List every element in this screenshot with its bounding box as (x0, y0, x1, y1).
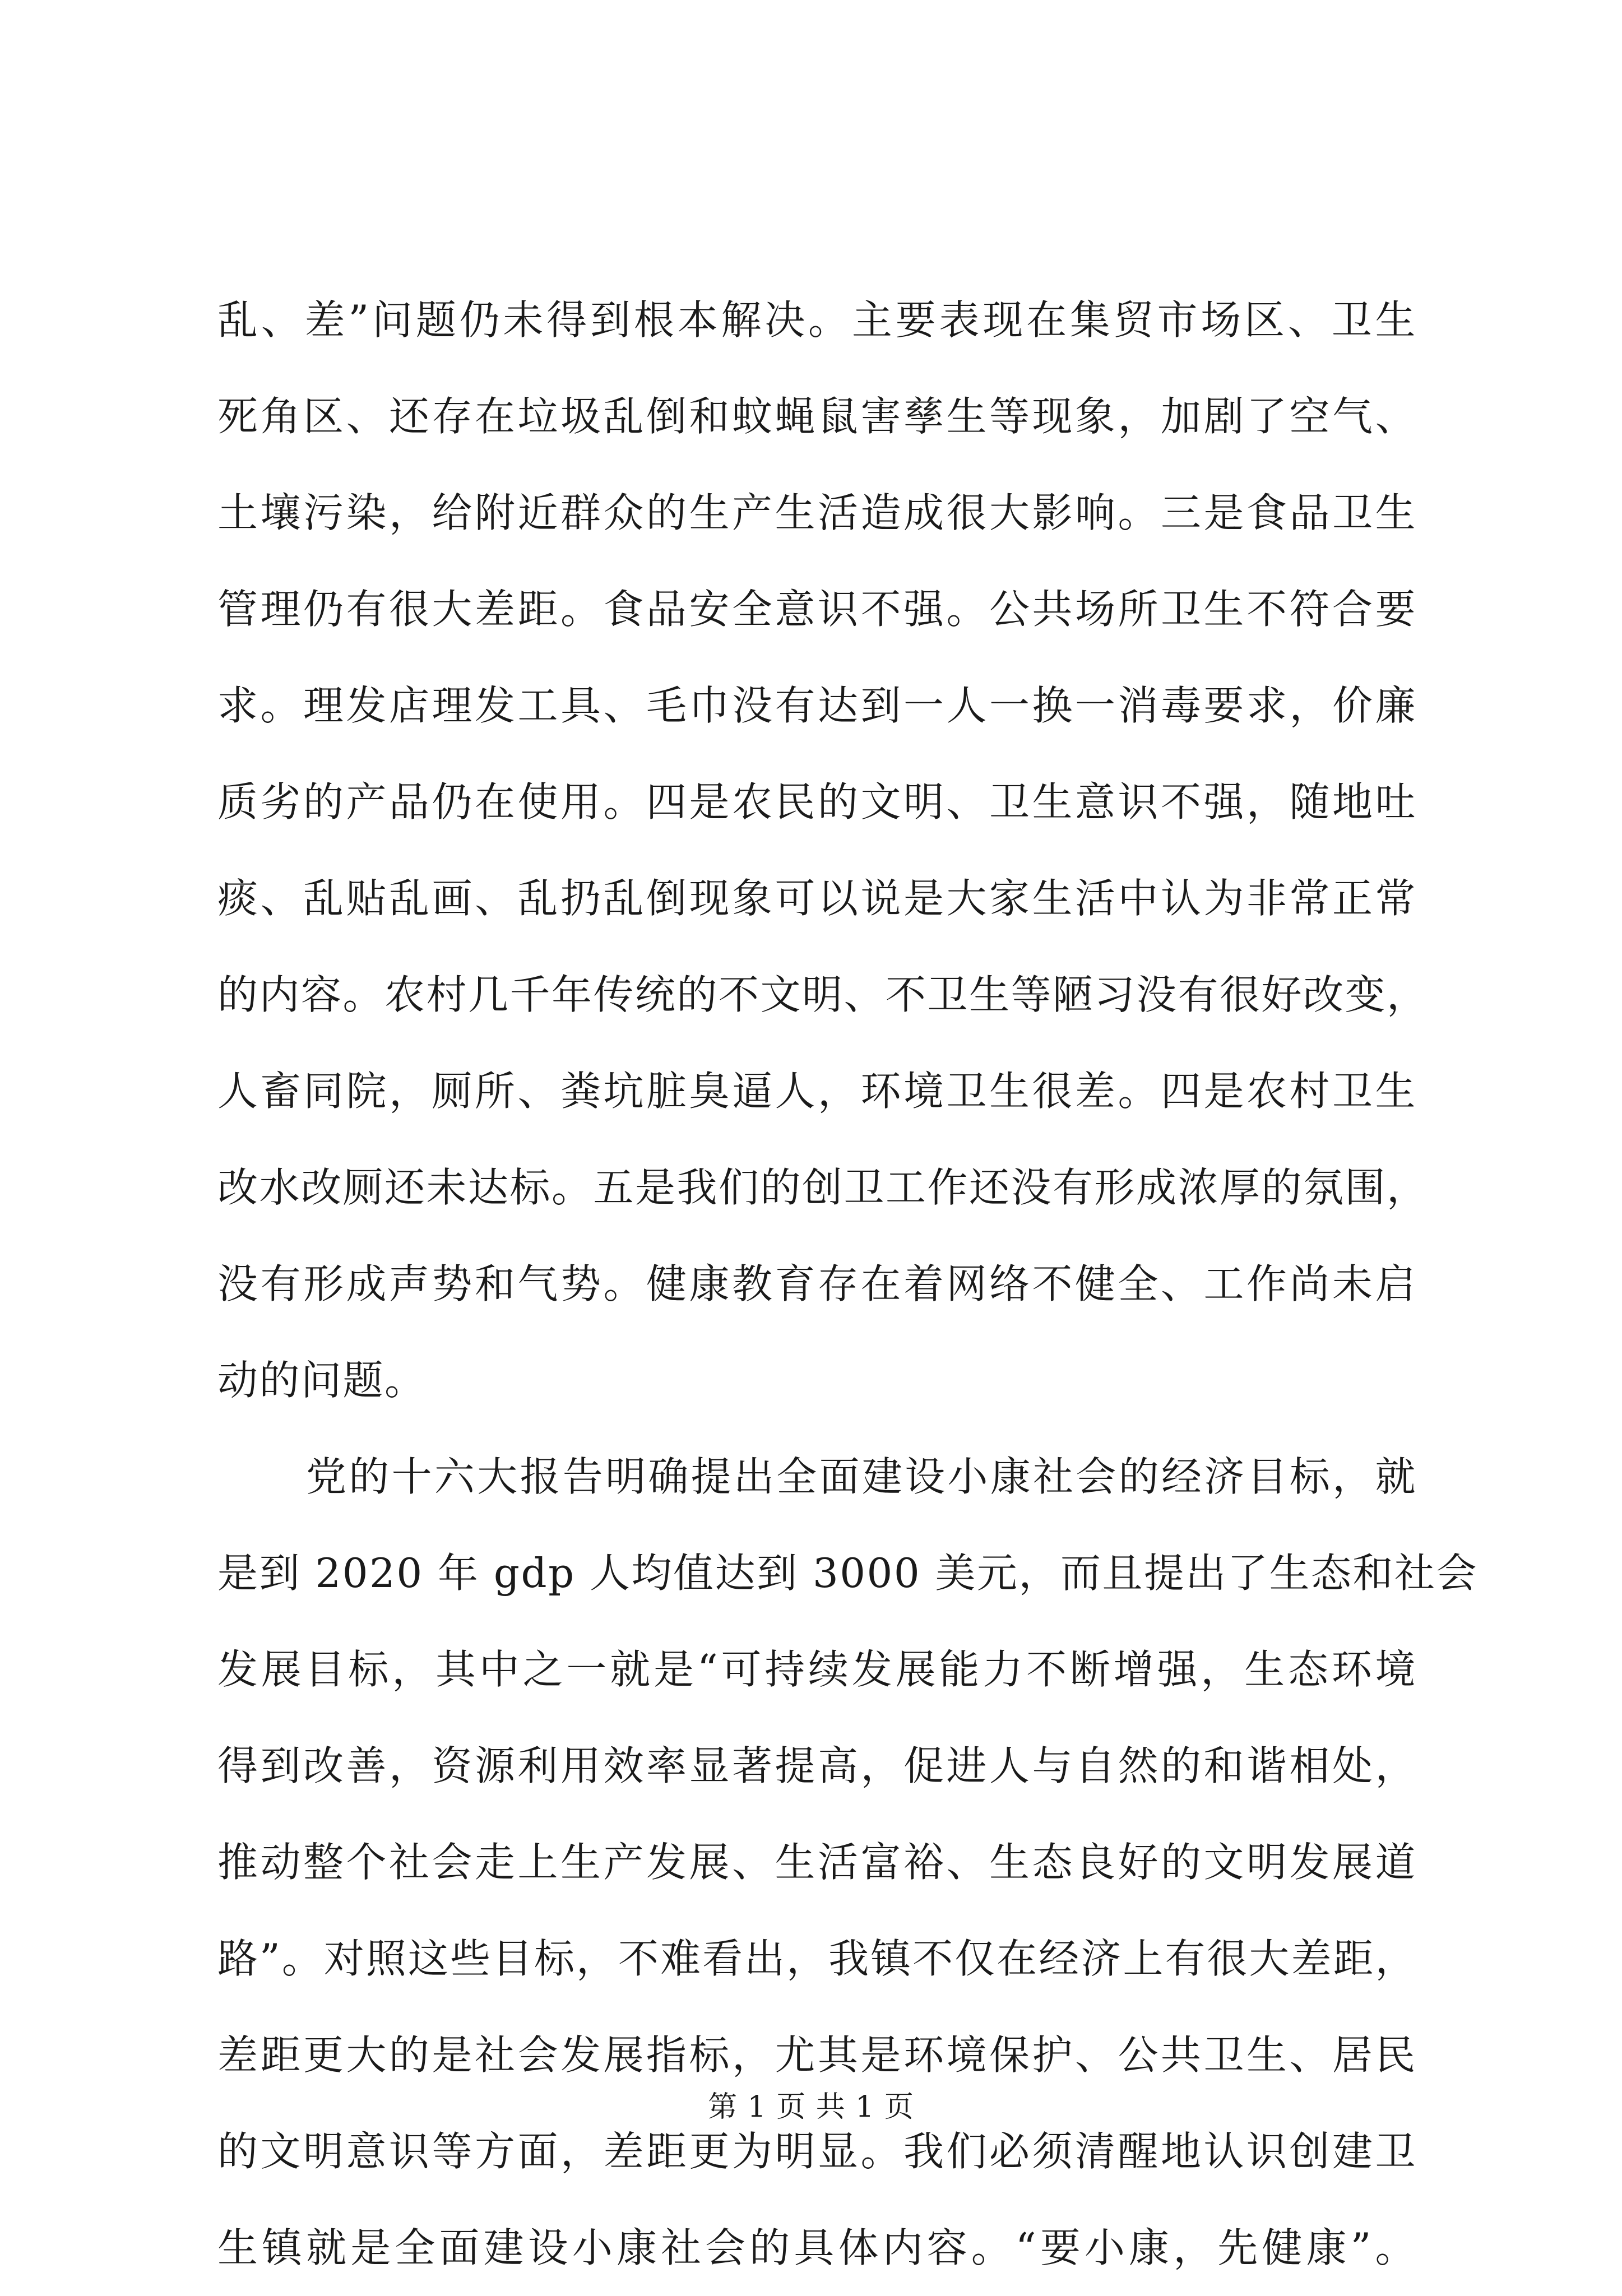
text-line: 人畜同院，厕所、粪坑脏臭逼人，环境卫生很差。四是农村卫生 (217, 1068, 1417, 1115)
text-line: 的文明意识等方面，差距更为明显。我们必须清醒地认识创建卫 (217, 2128, 1417, 2175)
text-line: 是到 2020 年 gdp 人均值达到 3000 美元，而且提出了生态和社会 (217, 1550, 1479, 1597)
text-line: 的内容。农村几千年传统的不文明、不卫生等陋习没有很好改变， (217, 971, 1429, 1018)
document-body (217, 272, 1479, 2296)
text-line-paragraph-end: 动的问题。 (217, 1357, 427, 1404)
text-line-paragraph-start: 党的十六大报告明确提出全面建设小康社会的经济目标，就 (306, 1453, 1417, 1500)
page-number-label: 第 1 页 共 1 页 (708, 2090, 914, 2124)
text-line: 质劣的产品仍在使用。四是农民的文明、卫生意识不强，随地吐 (217, 778, 1417, 825)
text-line: 差距更大的是社会发展指标，尤其是环境保护、公共卫生、居民 (217, 2031, 1417, 2079)
text-line: 改水改厕还未达标。五是我们的创卫工作还没有形成浓厚的氛围， (217, 1164, 1429, 1211)
text-line: 发展目标，其中之一就是“可持续发展能力不断增强，生态环境 (217, 1646, 1417, 1693)
text-line: 路”。对照这些目标，不难看出，我镇不仅在经济上有很大差距， (217, 1935, 1417, 1982)
text-line: 没有形成声势和气势。健康教育存在着网络不健全、工作尚未启 (217, 1260, 1417, 1307)
text-line: 死角区、还存在垃圾乱倒和蚊蝇鼠害孳生等现象，加剧了空气、 (217, 393, 1417, 440)
text-line: 管理仍有很大差距。食品安全意识不强。公共场所卫生不符合要 (217, 586, 1417, 633)
text-line: 痰、乱贴乱画、乱扔乱倒现象可以说是大家生活中认为非常正常 (217, 875, 1417, 922)
page-footer (0, 2085, 1622, 2130)
text-line: 得到改善，资源利用效率显著提高，促进人与自然的和谐相处， (217, 1742, 1417, 1789)
text-line: 乱、差”问题仍未得到根本解决。主要表现在集贸市场区、卫生 (217, 296, 1417, 344)
text-line: 求。理发店理发工具、毛巾没有达到一人一换一消毒要求，价廉 (217, 682, 1417, 729)
text-line: 生镇就是全面建设小康社会的具体内容。“要小康，先健康”。 (217, 2224, 1417, 2271)
text-line: 推动整个社会走上生产发展、生活富裕、生态良好的文明发展道 (217, 1839, 1417, 1886)
text-line: 土壤污染，给附近群众的生产生活造成很大影响。三是食品卫生 (217, 489, 1417, 536)
